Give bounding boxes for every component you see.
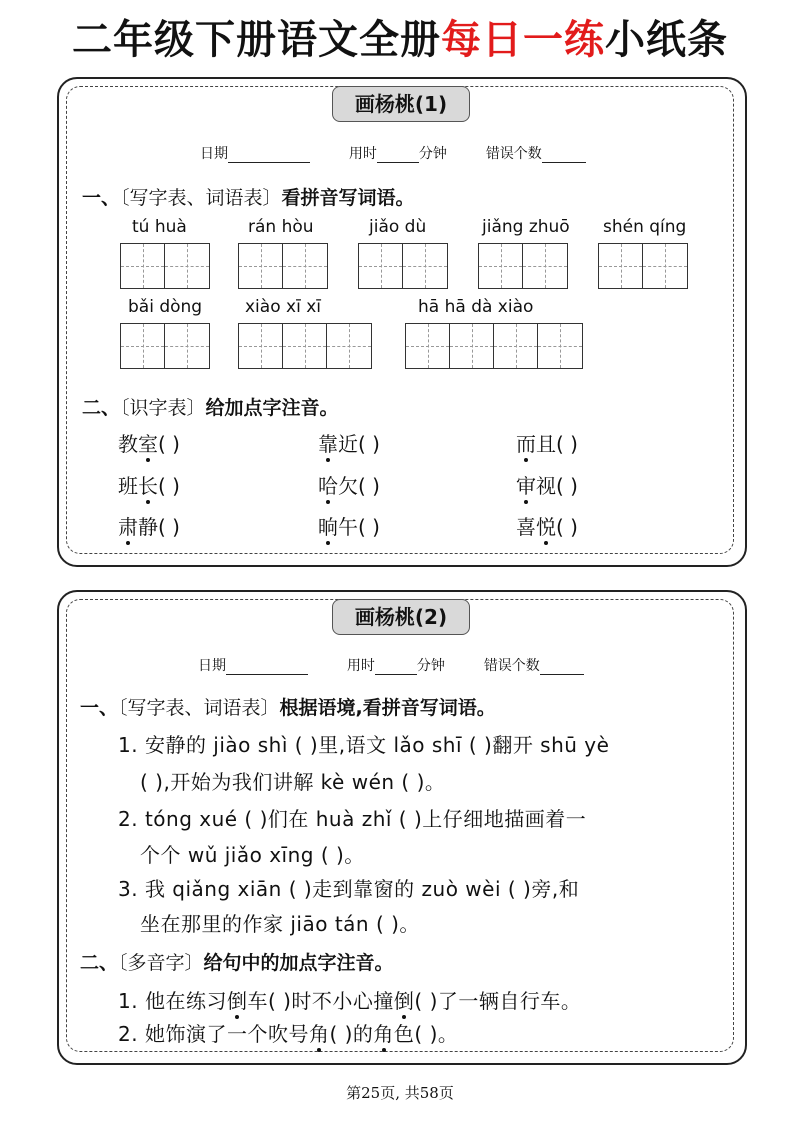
title-part3: 小纸条 xyxy=(605,17,728,63)
time-label: 用时 xyxy=(348,146,377,162)
q2-number: 二、 xyxy=(80,952,119,974)
pinyin-label: bǎi dòng xyxy=(128,297,203,317)
q1-number: 一、 xyxy=(80,697,119,719)
pinyin-label: jiǎo dù xyxy=(369,217,427,237)
dotted-char: 角 xyxy=(373,1022,394,1046)
writing-grid[interactable] xyxy=(478,243,568,289)
dotted-char: 肃 xyxy=(118,515,138,539)
card2-q2-heading xyxy=(80,948,394,975)
context-sentence-line: 2. tóng xué ( )们在 huà zhǐ ( )上仔细地描画着一 xyxy=(118,807,587,831)
dotted-word-item: 肃静( ) xyxy=(118,515,180,539)
date-field[interactable] xyxy=(228,162,310,163)
dotted-char: 倒 xyxy=(393,989,415,1013)
q2-text: 给加点字注音。 xyxy=(205,397,339,419)
polyphone-sentence: 2. 她饰演了一个吹号角( )的角色( )。 xyxy=(118,1022,459,1046)
dotted-char: 哈 xyxy=(318,474,338,498)
dotted-word-item: 而且( ) xyxy=(516,432,578,456)
writing-grid[interactable] xyxy=(120,243,210,289)
polyphone-sentence: 1. 他在练习倒车( )时不小心撞倒( )了一辆自行车。 xyxy=(118,989,582,1013)
card1-meta xyxy=(200,143,586,163)
errors-label: 错误个数 xyxy=(485,146,542,162)
dotted-word-item: 喜悦( ) xyxy=(516,515,578,539)
context-sentence-line: 3. 我 qiǎng xiān ( )走到靠窗的 zuò wèi ( )旁,和 xyxy=(118,877,580,901)
q1-tag: 〔写字表、词语表〕 xyxy=(118,697,280,719)
dotted-word-item: 晌午( ) xyxy=(318,515,380,539)
q1-tag: 〔写字表、词语表〕 xyxy=(120,187,282,209)
card2-tab: 画杨桃(2) xyxy=(332,599,470,635)
date-field[interactable] xyxy=(226,674,308,675)
errors-field[interactable] xyxy=(542,162,586,163)
dotted-char: 倒 xyxy=(226,989,248,1013)
q1-text: 看拼音写词语。 xyxy=(281,187,415,209)
minutes-label: 分钟 xyxy=(416,658,445,674)
dotted-char: 晌 xyxy=(318,515,338,539)
date-label: 日期 xyxy=(200,146,228,162)
dotted-word-item: 审视( ) xyxy=(516,474,578,498)
writing-grid[interactable] xyxy=(238,323,372,369)
dotted-char: 审 xyxy=(516,474,536,498)
title-part2: 每日一练 xyxy=(441,17,605,63)
errors-label: 错误个数 xyxy=(483,658,540,674)
page-title xyxy=(0,8,800,65)
pinyin-label: xiào xī xī xyxy=(245,297,321,317)
pinyin-label: hā hā dà xiào xyxy=(418,297,534,317)
dotted-word-item: 班长( ) xyxy=(118,474,180,498)
q2-number: 二、 xyxy=(82,397,121,419)
dotted-char: 靠 xyxy=(318,432,338,456)
card2-q1-heading xyxy=(80,693,496,720)
dotted-word-item: 哈欠( ) xyxy=(318,474,380,498)
minutes-label: 分钟 xyxy=(418,146,447,162)
pinyin-label: shén qíng xyxy=(603,217,687,237)
dotted-char: 室 xyxy=(138,432,158,456)
pinyin-label: jiǎng zhuō xyxy=(482,217,570,237)
time-label: 用时 xyxy=(346,658,375,674)
writing-grid[interactable] xyxy=(238,243,328,289)
context-sentence-line: 坐在那里的作家 jiāo tán ( )。 xyxy=(140,912,420,936)
context-sentence-line: 个个 wǔ jiǎo xīng ( )。 xyxy=(140,843,365,867)
dotted-word-item: 教室( ) xyxy=(118,432,180,456)
q1-number: 一、 xyxy=(82,187,121,209)
dotted-char: 长 xyxy=(138,474,158,498)
context-sentence-line: 1. 安静的 jiào shì ( )里,语文 lǎo shī ( )翻开 shū yè xyxy=(118,733,610,757)
card1-tab: 画杨桃(1) xyxy=(332,86,470,122)
writing-grid[interactable] xyxy=(405,323,583,369)
dotted-char: 而 xyxy=(516,432,536,456)
card2-meta xyxy=(198,655,584,675)
card1-q2-heading xyxy=(82,393,339,420)
q2-text: 给句中的加点字注音。 xyxy=(203,952,394,974)
dotted-char: 角 xyxy=(308,1022,330,1046)
writing-grid[interactable] xyxy=(598,243,688,289)
pinyin-label: rán hòu xyxy=(248,217,314,237)
writing-grid[interactable] xyxy=(120,323,210,369)
page-number-footer: 第25页, 共58页 xyxy=(346,1084,454,1102)
writing-grid[interactable] xyxy=(358,243,448,289)
q2-tag: 〔多音字〕 xyxy=(118,952,204,974)
q1-text: 根据语境,看拼音写词语。 xyxy=(279,697,496,719)
q2-tag: 〔识字表〕 xyxy=(120,397,206,419)
card1-q1-heading xyxy=(82,183,415,210)
dotted-word-item: 靠近( ) xyxy=(318,432,380,456)
time-field[interactable] xyxy=(377,162,419,163)
date-label: 日期 xyxy=(198,658,226,674)
pinyin-label: tú huà xyxy=(132,217,187,237)
context-sentence-line: ( ),开始为我们讲解 kè wén ( )。 xyxy=(140,770,446,794)
title-part1: 二年级下册语文全册 xyxy=(72,17,441,63)
errors-field[interactable] xyxy=(540,674,584,675)
dotted-char: 悦 xyxy=(536,515,556,539)
time-field[interactable] xyxy=(375,674,417,675)
